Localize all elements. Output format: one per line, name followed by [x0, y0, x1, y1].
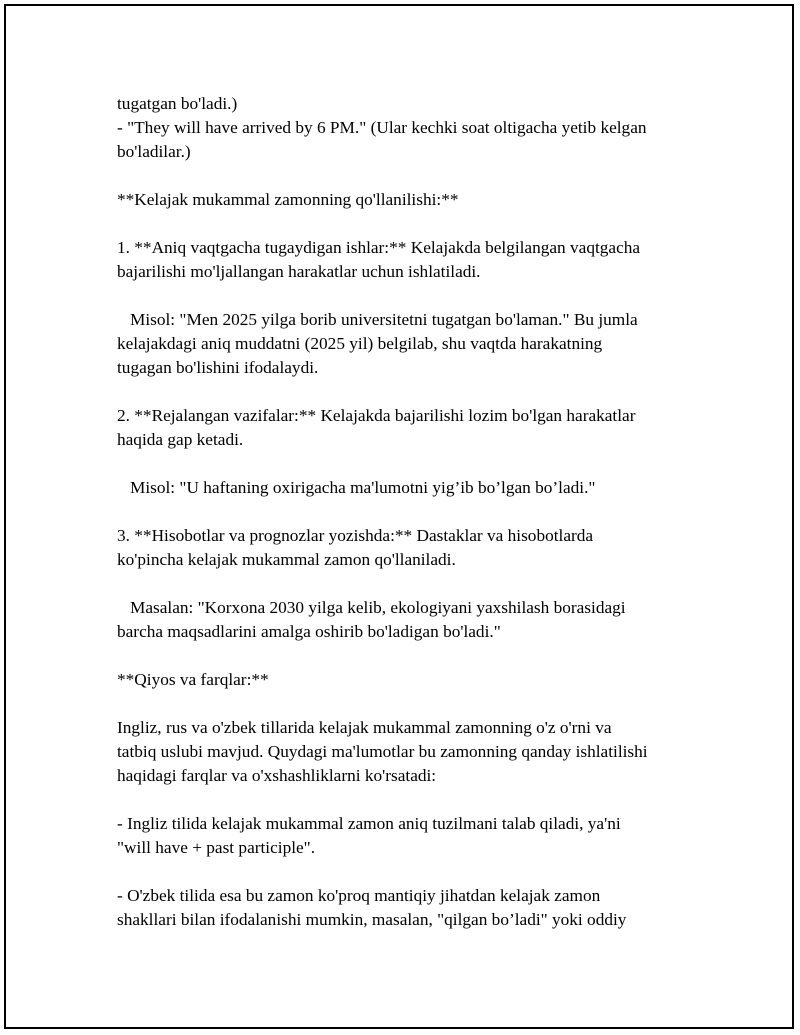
text-line: - Ingliz tilida kelajak mukammal zamon aniq tuzilmani talab qiladi, ya'ni: [117, 814, 621, 833]
text-line: ko'pincha kelajak mukammal zamon qo'llaniladi.: [117, 550, 456, 569]
text-line: barcha maqsadlarini amalga oshirib bo'ladigan bo'ladi.": [117, 622, 501, 641]
text-line: 1. **Aniq vaqtgacha tugaydigan ishlar:** Kelajakda belgilangan vaqtgacha: [117, 238, 641, 257]
blank-line: [117, 164, 757, 188]
blank-line: [117, 644, 757, 668]
text-line: "will have + past participle".: [117, 838, 316, 857]
text-line: Ingliz, rus va o'zbek tillarida kelajak mukammal zamonning o'z o'rni va: [117, 718, 612, 737]
text-line: haqidagi farqlar va o'xshashliklarni ko'rsatadi:: [117, 766, 437, 785]
text-line: tugatgan bo'ladi.): [117, 94, 238, 113]
text-line: **Kelajak mukammal zamonning qo'llanilishi:**: [117, 190, 459, 209]
blank-line: [117, 284, 757, 308]
text-line: bajarilishi mo'ljallangan harakatlar uchun ishlatiladi.: [117, 262, 481, 281]
text-line: Masalan: "Korxona 2030 yilga kelib, ekologiyani yaxshilash borasidagi: [117, 598, 626, 617]
text-line: Misol: "Men 2025 yilga borib universitetni tugatgan bo'laman." Bu jumla: [117, 310, 638, 329]
blank-line: [117, 212, 757, 236]
document-body: [117, 92, 757, 932]
text-line: **Qiyos va farqlar:**: [117, 670, 269, 689]
blank-line: [117, 380, 757, 404]
text-line: - "They will have arrived by 6 PM." (Ular kechki soat oltigacha yetib kelgan: [117, 118, 647, 137]
blank-line: [117, 452, 757, 476]
blank-line: [117, 692, 757, 716]
text-line: - O'zbek tilida esa bu zamon ko'proq mantiqiy jihatdan kelajak zamon: [117, 886, 601, 905]
blank-line: [117, 500, 757, 524]
text-line: haqida gap ketadi.: [117, 430, 244, 449]
blank-line: [117, 860, 757, 884]
text-line: 2. **Rejalangan vazifalar:** Kelajakda bajarilishi lozim bo'lgan harakatlar: [117, 406, 636, 425]
text-line: 3. **Hisobotlar va prognozlar yozishda:** Dastaklar va hisobotlarda: [117, 526, 594, 545]
text-line: tatbiq uslubi mavjud. Quydagi ma'lumotlar bu zamonning qanday ishlatilishi: [117, 742, 648, 761]
text-line: bo'ladilar.): [117, 142, 191, 161]
text-line: shakllari bilan ifodalanishi mumkin, masalan, "qilgan bo’ladi" yoki oddiy: [117, 910, 627, 929]
blank-line: [117, 572, 757, 596]
text-line: kelajakdagi aniq muddatni (2025 yil) belgilab, shu vaqtda harakatning: [117, 334, 603, 353]
text-line: Misol: "U haftaning oxirigacha ma'lumotni yig’ib bo’lgan bo’ladi.": [117, 478, 596, 497]
text-line: tugagan bo'lishini ifodalaydi.: [117, 358, 319, 377]
blank-line: [117, 788, 757, 812]
